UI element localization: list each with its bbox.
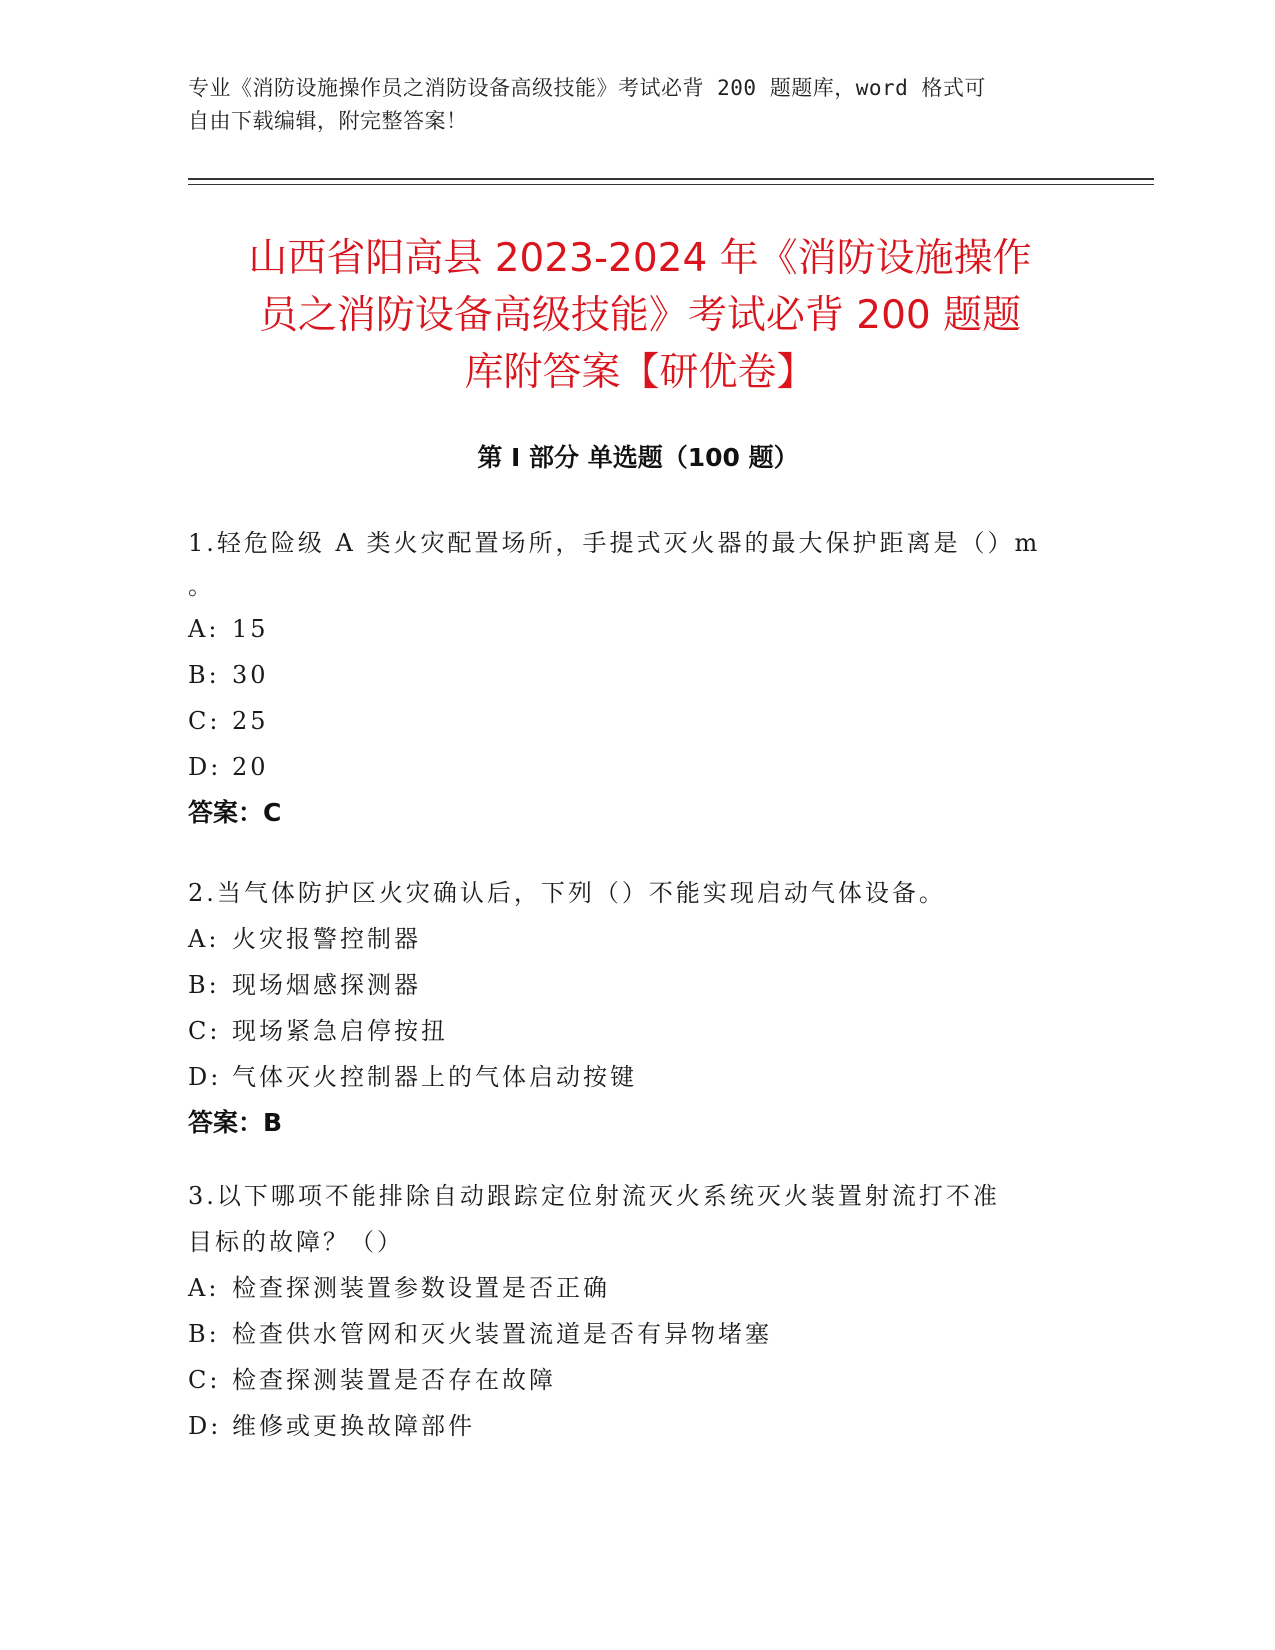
option-letter: D: <box>188 1412 222 1440</box>
option-letter: B: <box>188 971 220 999</box>
option-d <box>188 744 1088 790</box>
option-text: 15 <box>232 615 269 643</box>
option-text: 检查探测装置参数设置是否正确 <box>232 1274 610 1302</box>
title-line: 员之消防设备高级技能》考试必背 200 题题 <box>258 293 1022 338</box>
option-letter: C: <box>188 1366 221 1394</box>
option-letter: A: <box>188 1274 220 1302</box>
option-d <box>188 1054 1088 1100</box>
option-a <box>188 1265 1088 1311</box>
question-stem-cont: 目标的故障？（） <box>188 1228 404 1256</box>
option-letter: C: <box>188 707 221 735</box>
section-title: 第 I 部分 单选题（100 题） <box>477 443 799 472</box>
answer: 答案：B <box>188 1108 283 1137</box>
header-divider <box>188 178 1154 180</box>
option-letter: A: <box>188 615 220 643</box>
option-letter: D: <box>188 1063 222 1091</box>
option-a <box>188 916 1088 962</box>
header-divider-thin <box>188 184 1154 185</box>
option-text: 维修或更换故障部件 <box>232 1412 475 1440</box>
option-letter: B: <box>188 661 220 689</box>
option-letter: B: <box>188 1320 220 1348</box>
option-a <box>188 606 1088 652</box>
option-b <box>188 1311 1088 1357</box>
option-text: 20 <box>232 753 269 781</box>
option-letter: C: <box>188 1017 221 1045</box>
question-stem: 1.轻危险级 A 类火灾配置场所，手提式灭火器的最大保护距离是（）m <box>188 529 1041 557</box>
option-c <box>188 698 1088 744</box>
title-line: 库附答案【研优卷】 <box>464 350 816 395</box>
option-letter: A: <box>188 925 220 953</box>
option-text: 现场烟感探测器 <box>232 971 421 999</box>
question-stem: 2.当气体防护区火灾确认后，下列（）不能实现启动气体设备。 <box>188 879 946 907</box>
option-text: 现场紧急启停按扭 <box>232 1017 448 1045</box>
option-text: 检查供水管网和灭火装置流道是否有异物堵塞 <box>232 1320 772 1348</box>
document-title <box>190 230 1090 401</box>
header-note <box>188 72 1068 138</box>
option-c <box>188 1008 1088 1054</box>
question-3 <box>188 1173 1088 1449</box>
option-text: 30 <box>232 661 269 689</box>
answer: 答案：C <box>188 798 282 827</box>
option-b <box>188 962 1088 1008</box>
header-note-line: 专业《消防设施操作员之消防设备高级技能》考试必背 200 题题库，word 格式可 <box>188 76 986 100</box>
title-line: 山西省阳高县 2023-2024 年《消防设施操作 <box>248 236 1032 281</box>
option-text: 火灾报警控制器 <box>232 925 421 953</box>
option-d <box>188 1403 1088 1449</box>
option-b <box>188 652 1088 698</box>
option-text: 检查探测装置是否存在故障 <box>232 1366 556 1394</box>
header-note-line: 自由下载编辑，附完整答案！ <box>188 109 468 133</box>
question-2 <box>188 870 1088 1146</box>
option-letter: D: <box>188 753 222 781</box>
option-text: 25 <box>232 707 269 735</box>
question-stem: 3.以下哪项不能排除自动跟踪定位射流灭火系统灭火装置射流打不准 <box>188 1182 1000 1210</box>
option-c <box>188 1357 1088 1403</box>
option-text: 气体灭火控制器上的气体启动按键 <box>232 1063 637 1091</box>
question-stem-cont: 。 <box>188 572 215 600</box>
question-1 <box>188 520 1088 836</box>
